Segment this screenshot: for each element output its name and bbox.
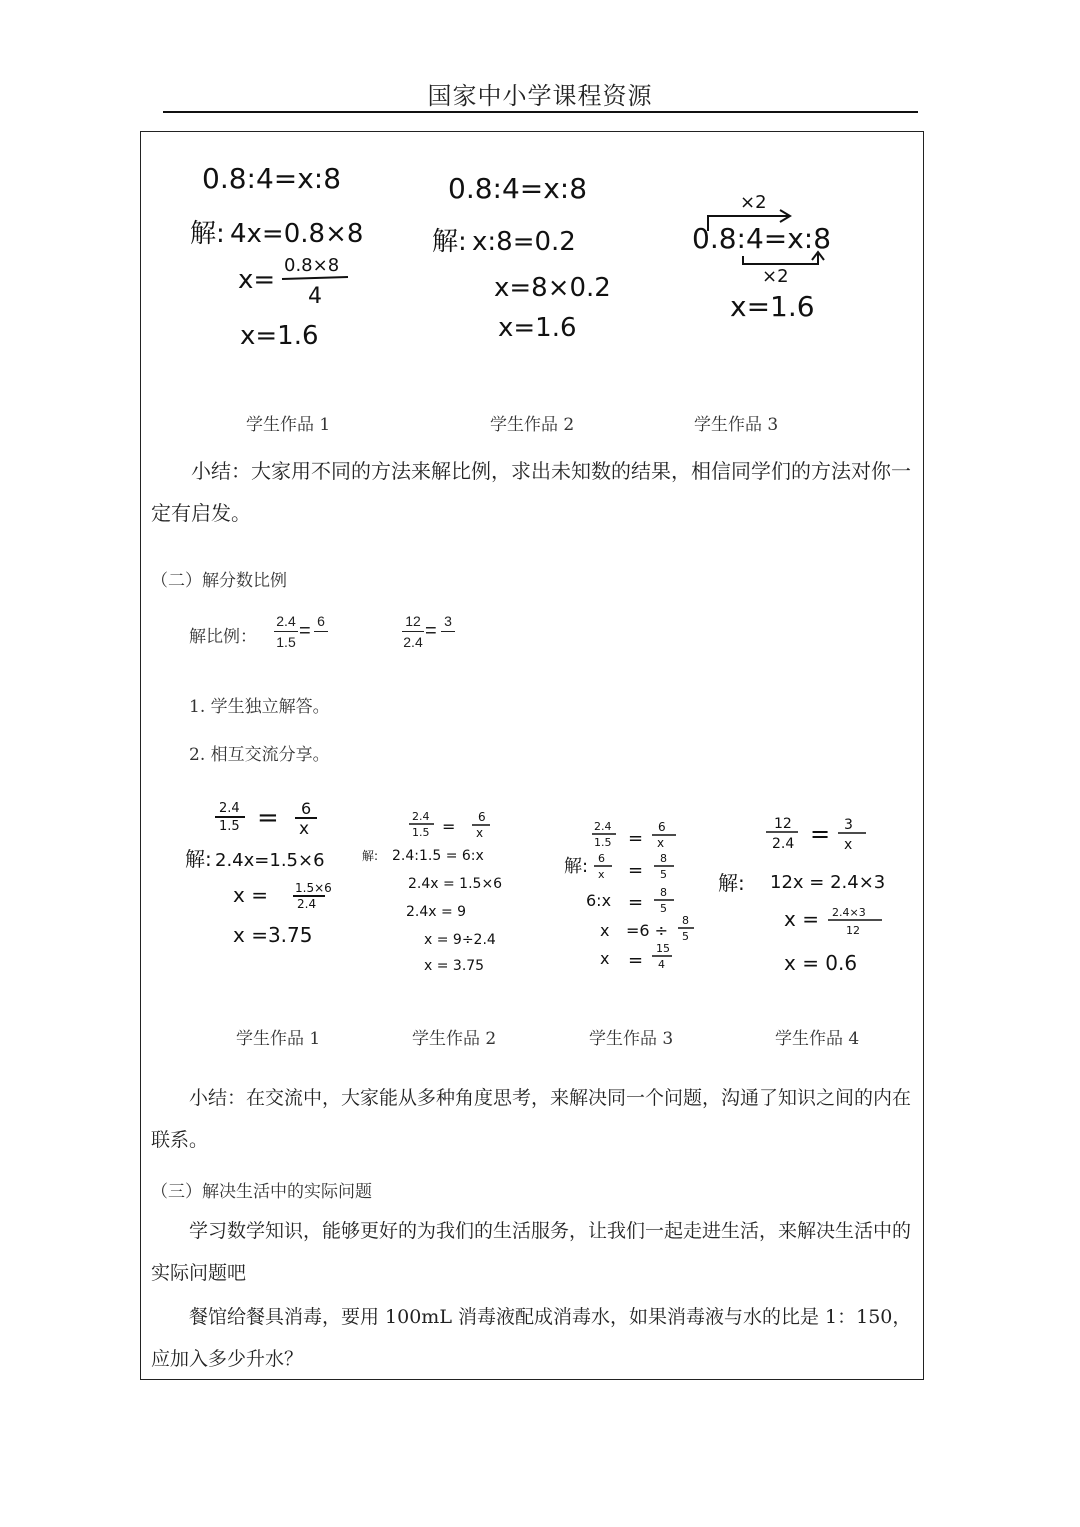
problem-1-num2: 6 <box>317 613 325 629</box>
fw3-l3-num: 8 <box>660 886 667 899</box>
fw3-l4-num: 8 <box>682 914 689 927</box>
problem-2-den1: 2.4 <box>403 634 423 650</box>
work3-top-multiplier: ×2 <box>740 192 767 213</box>
section2-heading: （二）解分数比例 <box>151 571 287 591</box>
fw4-den2: x <box>844 837 853 853</box>
fw1-den2: x <box>299 819 310 839</box>
fraction-work-1 <box>185 796 345 956</box>
page-header-title: 国家中小学课程资源 <box>427 82 653 110</box>
fw3-eq: = <box>628 828 644 849</box>
work1-line3-num: 0.8×8 <box>284 255 340 276</box>
problem-2-right-fraction <box>441 612 455 633</box>
work2-line4: x=1.6 <box>498 313 577 343</box>
fw1-line4: x =3.75 <box>233 923 313 947</box>
fw1-line2: 2.4x=1.5×6 <box>215 850 325 871</box>
fw1-line3-num: 1.5×6 <box>295 881 332 895</box>
handwritten-work-3 <box>688 186 868 326</box>
work1-line3-lhs: x= <box>238 265 276 295</box>
fw3-l4-rhs: =6 ÷ <box>626 921 669 940</box>
section3-problem: 餐馆给餐具消毒，要用 100mL 消毒液配成消毒水，如果消毒液与水的比是 1：150，应加入多少升水？ <box>151 1306 912 1370</box>
work3-line2: x=1.6 <box>730 290 815 323</box>
fw4-eq: = <box>810 820 831 848</box>
fw2-den2: x <box>476 826 484 840</box>
problem-2-equals: = <box>425 620 437 642</box>
fw3-l3-den: 5 <box>660 902 667 915</box>
fw3-l2-den2: 5 <box>660 868 667 881</box>
fw3-solve-label: 解: <box>564 856 589 877</box>
fw1-num2: 6 <box>301 799 312 818</box>
problem-1-right-fraction <box>314 612 328 633</box>
fw1-den1: 1.5 <box>219 819 240 834</box>
work1-solve-label: 解: <box>190 219 225 249</box>
fw3-l2-num2: 8 <box>660 852 667 865</box>
step-2: 2. 相互交流分享。 <box>189 745 330 765</box>
fw3-l2-eq: = <box>628 860 644 881</box>
fw4-line3-lhs: x = <box>784 907 819 931</box>
fw1-solve-label: 解: <box>185 847 212 871</box>
fw1-line3-lhs: x = <box>233 883 268 907</box>
work1-line3-den: 4 <box>308 284 322 309</box>
work3-line1: 0.8:4=x:8 <box>692 222 832 255</box>
caption-work-2: 学生作品 2 <box>490 415 575 435</box>
fw3-num2: 6 <box>658 820 666 834</box>
caption-work-3: 学生作品 3 <box>694 415 779 435</box>
fw2-eq: = <box>442 817 456 836</box>
fw3-l2-num1: 6 <box>598 852 605 865</box>
fw3-l5-num: 15 <box>656 942 670 955</box>
problem-1-num1: 2.4 <box>276 613 296 629</box>
fraction-work-2 <box>362 806 532 976</box>
fw4-solve-label: 解: <box>718 871 745 895</box>
fw1-num1: 2.4 <box>219 801 240 816</box>
caption2-work-4: 学生作品 4 <box>775 1029 860 1049</box>
problem-2-num2: 3 <box>444 613 452 629</box>
problem-label: 解比例： <box>189 627 257 647</box>
summary-2: 小结：在交流中，大家能从多种角度思考，来解决同一个问题，沟通了知识之间的内在联系。 <box>151 1087 912 1151</box>
fraction-work-3 <box>562 818 712 978</box>
work1-line4: x=1.6 <box>240 321 319 351</box>
work1-line1: 0.8:4=x:8 <box>202 162 342 195</box>
work2-solve-label: 解: <box>432 227 467 257</box>
fw3-l2-den1: x <box>598 868 605 881</box>
fw4-line3-den: 12 <box>846 924 860 937</box>
work2-line2: x:8=0.2 <box>472 227 576 257</box>
fw3-l5-eq: = <box>628 950 644 971</box>
step-1: 1. 学生独立解答。 <box>189 697 330 717</box>
fw3-num1: 2.4 <box>594 820 612 833</box>
fw1-eq: = <box>257 803 279 833</box>
handwritten-work-2 <box>430 168 630 378</box>
fw3-l4-den: 5 <box>682 930 689 943</box>
caption2-work-2: 学生作品 2 <box>412 1029 497 1049</box>
fw4-line4: x = 0.6 <box>784 951 858 975</box>
section3-intro: 学习数学知识，能够更好的为我们的生活服务，让我们一起走进生活，来解决生活中的实际问题吧 <box>151 1220 912 1284</box>
fw3-den1: 1.5 <box>594 836 612 849</box>
fw2-line3: 2.4x = 1.5×6 <box>408 876 503 892</box>
fw2-line2: 2.4:1.5 = 6:x <box>392 848 484 864</box>
fw2-num2: 6 <box>478 810 486 824</box>
fw2-solve-label: 解: <box>362 849 379 863</box>
caption2-work-3: 学生作品 3 <box>589 1029 674 1049</box>
problem-2-left-fraction <box>402 612 424 651</box>
problem-1-den1: 1.5 <box>276 634 296 650</box>
fw3-l3-eq: = <box>628 892 644 913</box>
problem-1-left-fraction <box>274 612 298 651</box>
fw4-line3-num: 2.4×3 <box>832 906 866 919</box>
fw4-line2: 12x = 2.4×3 <box>770 872 886 893</box>
header-rule <box>163 111 918 113</box>
fw1-line3-den: 2.4 <box>297 897 317 911</box>
fraction-work-4 <box>718 812 898 982</box>
problem-2-num1: 12 <box>405 613 421 629</box>
work2-line1: 0.8:4=x:8 <box>448 172 588 205</box>
fw3-l5-lhs: x <box>600 949 610 968</box>
fw3-l4-lhs: x <box>600 921 610 940</box>
work1-line2: 4x=0.8×8 <box>230 219 364 249</box>
caption2-work-1: 学生作品 1 <box>236 1029 321 1049</box>
fw4-num2: 3 <box>844 817 853 833</box>
fw3-den2: x <box>657 836 665 850</box>
fw3-l5-den: 4 <box>658 958 665 971</box>
work3-bottom-arrow <box>743 254 818 264</box>
fw2-line5: x = 9÷2.4 <box>424 932 496 948</box>
problem-1-equals: = <box>299 620 311 642</box>
work3-bottom-multiplier: ×2 <box>762 266 789 287</box>
handwritten-work-1 <box>190 158 364 368</box>
fw4-den1: 2.4 <box>772 836 795 852</box>
fw2-num1: 2.4 <box>412 810 430 823</box>
work2-line3: x=8×0.2 <box>494 273 611 303</box>
summary-1: 小结：大家用不同的方法来解比例，求出未知数的结果，相信同学们的方法对你一定有启发。 <box>151 459 911 525</box>
fw2-den1: 1.5 <box>412 826 430 839</box>
section3-heading: （三）解决生活中的实际问题 <box>151 1182 372 1202</box>
fw2-line4: 2.4x = 9 <box>406 904 467 920</box>
fw3-l3-lhs: 6:x <box>586 891 612 910</box>
caption-work-1: 学生作品 1 <box>246 415 331 435</box>
fw4-num1: 12 <box>774 816 792 832</box>
work1-fraction-bar <box>282 277 348 279</box>
fw2-line6: x = 3.75 <box>424 958 485 974</box>
